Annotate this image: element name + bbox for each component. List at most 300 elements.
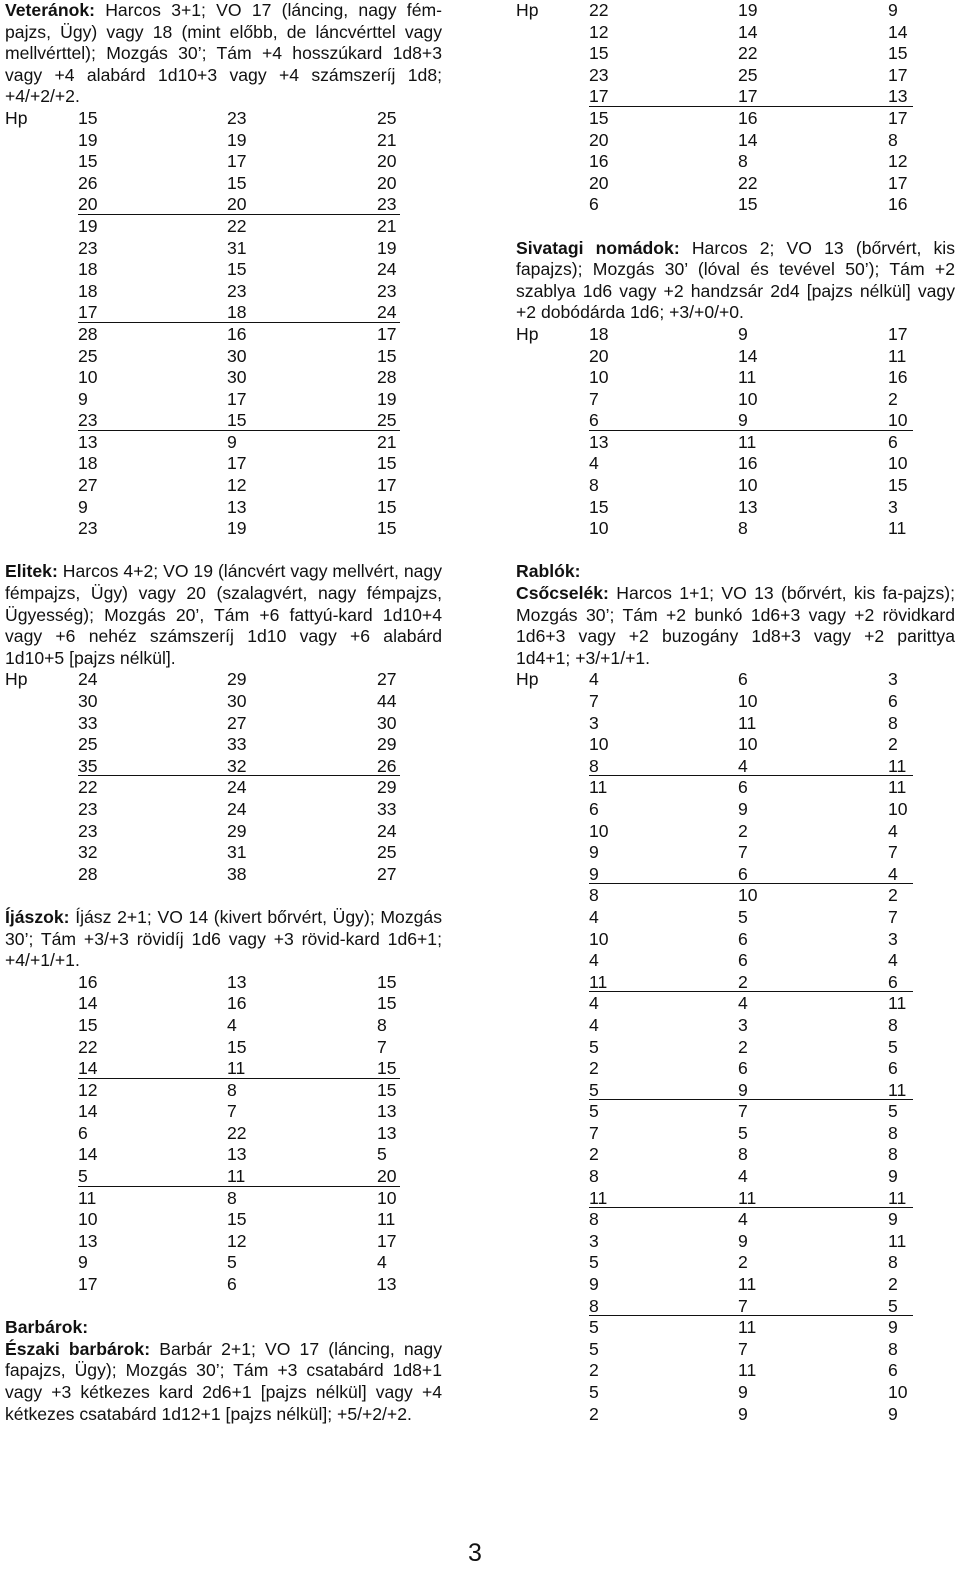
hp-value: 5 [888, 1295, 898, 1316]
hp-label: Hp [5, 669, 28, 690]
hp-value: 4 [738, 755, 748, 776]
hp-value: 35 [78, 755, 98, 776]
hp-value: 11 [738, 1317, 757, 1338]
hp-value: 9 [589, 1274, 599, 1295]
hp-value: 20 [377, 1166, 397, 1187]
hp-value: 23 [78, 410, 98, 431]
veteranok-description: Veteránok: Harcos 3+1; VO 17 (láncing, nagy fém-pajzs, Ügy) vagy 18 (mint előbb, de láncvérttel vagy mellvérttel); Mozgás 30’; Tám +4 hosszúkard 1d8+3 vagy +4 alabárd 1d10+3 vagy +4 számszeríj 1d8; +4/+2/+2. [5, 0, 442, 107]
hp-value: 22 [589, 0, 609, 20]
hp-value: 7 [738, 1295, 748, 1316]
hp-value: 6 [888, 1360, 898, 1381]
hp-value: 14 [888, 21, 908, 42]
hp-value: 18 [78, 453, 98, 474]
hp-value: 15 [78, 151, 98, 172]
hp-value: 6 [589, 194, 599, 215]
hp-value: 19 [227, 518, 247, 539]
csocselek-heading: Csőcselék: [516, 583, 609, 604]
hp-value: 15 [377, 518, 397, 539]
hp-value: 9 [738, 798, 748, 819]
hp-value: 17 [888, 107, 908, 128]
hp-value: 5 [738, 1122, 748, 1143]
hp-value: 9 [888, 1317, 898, 1338]
hp-value: 19 [377, 237, 397, 258]
hp-value: 11 [589, 777, 608, 798]
table-row [516, 432, 955, 454]
hp-value: 16 [227, 993, 247, 1014]
hp-value: 30 [78, 691, 98, 711]
table-row [516, 1231, 955, 1253]
hp-value: 29 [227, 820, 247, 841]
barbarok-hp-table [516, 0, 955, 216]
hp-value: 24 [377, 259, 397, 280]
table-row [516, 1252, 955, 1274]
hp-value: 25 [377, 107, 397, 128]
table-row [5, 216, 442, 238]
hp-value: 14 [78, 1144, 98, 1165]
table-row [516, 1188, 955, 1210]
hp-value: 5 [78, 1166, 88, 1187]
hp-value: 17 [888, 64, 908, 85]
table-row [516, 194, 955, 216]
hp-value: 9 [78, 388, 88, 409]
table-row [5, 1123, 442, 1145]
hp-value: 8 [589, 1295, 599, 1316]
hp-value: 14 [738, 21, 758, 42]
hp-value: 7 [227, 1101, 237, 1122]
hp-value: 20 [377, 151, 397, 172]
hp-value: 2 [888, 388, 898, 409]
table-row [5, 993, 442, 1015]
hp-value: 13 [227, 971, 247, 992]
hp-value: 7 [589, 691, 599, 711]
table-row [516, 65, 955, 87]
hp-value: 6 [738, 950, 748, 971]
hp-value: 27 [377, 669, 397, 690]
table-row [516, 151, 955, 173]
hp-value: 5 [377, 1144, 387, 1165]
hp-value: 9 [888, 1403, 898, 1424]
table-row [516, 475, 955, 497]
hp-value: 32 [78, 842, 98, 863]
table-row [516, 453, 955, 475]
hp-value: 10 [888, 453, 908, 474]
hp-value: 6 [738, 1058, 748, 1079]
hp-value: 2 [589, 1360, 599, 1381]
hp-value: 7 [888, 906, 898, 927]
hp-value: 38 [227, 863, 247, 884]
hp-value: 27 [78, 475, 98, 496]
hp-value: 32 [227, 755, 247, 776]
table-row [516, 1404, 955, 1426]
hp-value: 23 [589, 64, 609, 85]
table-row [516, 799, 955, 821]
hp-value: 7 [738, 842, 748, 863]
hp-value: 7 [738, 1338, 748, 1359]
table-row [5, 842, 442, 864]
table-row [516, 1080, 955, 1102]
hp-value: 17 [377, 475, 397, 496]
table-row [516, 1166, 955, 1188]
hp-value: 9 [227, 431, 237, 452]
hp-value: 4 [888, 863, 898, 884]
hp-value: 13 [888, 86, 908, 107]
hp-value: 16 [78, 971, 98, 992]
hp-value: 10 [888, 1382, 908, 1402]
hp-value: 3 [589, 712, 599, 733]
hp-value: 9 [738, 1403, 748, 1424]
hp-value: 15 [377, 1079, 397, 1100]
hp-value: 25 [78, 734, 98, 755]
hp-value: 15 [227, 410, 247, 431]
hp-value: 17 [888, 323, 908, 344]
table-row [516, 346, 955, 368]
hp-value: 10 [738, 388, 758, 409]
hp-value: 31 [227, 842, 247, 863]
table-row [516, 1037, 955, 1059]
hp-value: 6 [888, 971, 898, 992]
hp-value: 17 [377, 323, 397, 344]
hp-value: 11 [227, 1166, 246, 1187]
hp-value: 9 [888, 1209, 898, 1230]
table-row [516, 1123, 955, 1145]
left-column [5, 0, 442, 1425]
hp-value: 5 [589, 1338, 599, 1359]
hp-value: 28 [377, 367, 397, 388]
table-row [516, 907, 955, 929]
hp-value: 4 [888, 950, 898, 971]
hp-value: 10 [589, 518, 609, 539]
hp-value: 8 [589, 1166, 599, 1187]
hp-value: 16 [738, 453, 758, 474]
hp-value: 8 [888, 1122, 898, 1143]
hp-value: 15 [78, 1014, 98, 1035]
table-row [5, 756, 442, 778]
hp-value: 23 [78, 798, 98, 819]
hp-value: 11 [888, 345, 907, 366]
table-row [516, 1360, 955, 1382]
hp-value: 24 [227, 798, 247, 819]
hp-value: 30 [227, 691, 247, 711]
hp-value: 12 [227, 1230, 247, 1251]
table-row [516, 43, 955, 65]
hp-value: 16 [227, 323, 247, 344]
hp-value: 24 [227, 777, 247, 798]
hp-value: 23 [78, 820, 98, 841]
hp-value: 3 [888, 669, 898, 690]
table-row [516, 1317, 955, 1339]
hp-value: 24 [377, 820, 397, 841]
hp-value: 9 [78, 1252, 88, 1273]
hp-value: 15 [377, 971, 397, 992]
hp-value: 23 [227, 280, 247, 301]
hp-value: 6 [589, 798, 599, 819]
hp-value: 17 [888, 172, 908, 193]
table-row [5, 669, 442, 691]
hp-value: 17 [227, 388, 247, 409]
hp-value: 3 [888, 928, 898, 949]
hp-value: 15 [589, 107, 609, 128]
hp-value: 15 [227, 172, 247, 193]
hp-value: 4 [738, 1166, 748, 1187]
table-row [5, 432, 442, 454]
hp-value: 22 [227, 1122, 247, 1143]
hp-value: 14 [78, 993, 98, 1014]
hp-value: 4 [589, 1014, 599, 1035]
elitek-heading: Elitek: [5, 561, 58, 582]
hp-value: 7 [589, 388, 599, 409]
hp-value: 17 [589, 86, 609, 107]
hp-value: 19 [738, 0, 758, 20]
hp-value: 4 [589, 950, 599, 971]
table-row [516, 0, 955, 22]
hp-value: 10 [738, 734, 758, 755]
table-row [516, 993, 955, 1015]
hp-value: 3 [888, 496, 898, 517]
sivatagi-heading: Sivatagi nomádok: [516, 237, 680, 258]
hp-value: 11 [888, 1230, 907, 1251]
table-row [516, 972, 955, 994]
hp-value: 25 [78, 345, 98, 366]
hp-value: 22 [78, 1036, 98, 1057]
table-row [516, 1058, 955, 1080]
table-row [5, 259, 442, 281]
table-row [516, 821, 955, 843]
hp-value: 10 [589, 928, 609, 949]
hp-value: 29 [377, 734, 397, 755]
hp-value: 11 [589, 1187, 608, 1208]
table-row [5, 1252, 442, 1274]
hp-value: 17 [78, 302, 98, 323]
hp-value: 18 [78, 280, 98, 301]
table-row [5, 367, 442, 389]
hp-value: 11 [888, 518, 907, 539]
hp-value: 17 [738, 86, 758, 107]
hp-value: 15 [227, 259, 247, 280]
hp-value: 8 [738, 1144, 748, 1165]
hp-value: 15 [227, 1209, 247, 1230]
hp-value: 23 [377, 194, 397, 215]
hp-value: 24 [78, 669, 98, 690]
table-row [516, 756, 955, 778]
table-row [5, 173, 442, 195]
hp-value: 19 [78, 215, 98, 236]
hp-value: 11 [738, 1187, 757, 1208]
hp-value: 16 [888, 367, 908, 388]
hp-value: 4 [738, 1209, 748, 1230]
table-row [5, 713, 442, 735]
hp-value: 4 [589, 669, 599, 690]
hp-value: 8 [888, 712, 898, 733]
hp-value: 10 [589, 734, 609, 755]
table-row [5, 864, 442, 886]
hp-value: 11 [888, 1187, 907, 1208]
table-row [516, 22, 955, 44]
hp-value: 8 [227, 1187, 237, 1208]
hp-value: 6 [738, 928, 748, 949]
hp-value: 9 [589, 863, 599, 884]
hp-value: 9 [738, 1382, 748, 1402]
hp-value: 10 [888, 410, 908, 431]
hp-value: 26 [78, 172, 98, 193]
hp-value: 5 [589, 1036, 599, 1057]
hp-value: 2 [589, 1403, 599, 1424]
table-row [5, 346, 442, 368]
hp-value: 11 [738, 1360, 757, 1381]
hp-value: 19 [227, 129, 247, 150]
hp-value: 15 [888, 475, 908, 496]
hp-value: 8 [888, 1144, 898, 1165]
hp-value: 4 [377, 1252, 387, 1273]
hp-value: 20 [377, 172, 397, 193]
hp-value: 29 [377, 777, 397, 798]
hp-value: 6 [227, 1274, 237, 1295]
hp-value: 2 [589, 1144, 599, 1165]
hp-value: 8 [227, 1079, 237, 1100]
table-row [5, 1080, 442, 1102]
table-row [5, 389, 442, 411]
table-row [5, 1144, 442, 1166]
hp-value: 8 [377, 1014, 387, 1035]
hp-value: 15 [78, 107, 98, 128]
table-row [516, 842, 955, 864]
table-row [5, 475, 442, 497]
elitek-hp-table [5, 669, 442, 885]
hp-value: 4 [738, 993, 748, 1014]
hp-label: Hp [516, 323, 539, 344]
table-row [5, 1209, 442, 1231]
barbarok-heading: Barbárok: [5, 1317, 89, 1338]
hp-value: 23 [377, 280, 397, 301]
hp-value: 10 [377, 1187, 397, 1208]
hp-value: 15 [227, 1036, 247, 1057]
hp-value: 4 [589, 906, 599, 927]
table-row [516, 734, 955, 756]
hp-value: 13 [227, 496, 247, 517]
hp-value: 8 [589, 755, 599, 776]
hp-value: 3 [589, 1230, 599, 1251]
hp-value: 4 [227, 1014, 237, 1035]
table-row [5, 151, 442, 173]
hp-value: 15 [377, 453, 397, 474]
table-row [5, 821, 442, 843]
ijaszok-heading: Íjászok: [5, 906, 70, 927]
hp-value: 13 [78, 431, 98, 452]
hp-value: 6 [738, 777, 748, 798]
hp-value: 16 [888, 194, 908, 215]
table-row [5, 799, 442, 821]
hp-value: 7 [377, 1036, 387, 1057]
hp-value: 8 [888, 1014, 898, 1035]
hp-value: 8 [888, 129, 898, 150]
hp-value: 11 [888, 755, 907, 776]
elitek-description: Elitek: Harcos 4+2; VO 19 (láncvért vagy mellvért, nagy fémpajzs, Ügy) vagy 20 (szalagvért, nagy fémpajzs, Ügyesség); Mozgás 20’, Tám +6 fattyú-kard 1d10+4 vagy +6 nehéz számszeríj 1d10 vagy +6 alabárd 1d10+5 [pajzs nélkül]. [5, 561, 442, 668]
hp-value: 15 [377, 496, 397, 517]
hp-value: 9 [738, 1079, 748, 1100]
hp-value: 17 [227, 151, 247, 172]
table-row [5, 453, 442, 475]
hp-value: 13 [227, 1144, 247, 1165]
hp-value: 9 [78, 496, 88, 517]
barbarok-section [5, 1317, 442, 1339]
eszaki-barbarok-heading: Északi barbárok: [5, 1338, 151, 1359]
hp-value: 12 [888, 151, 908, 172]
hp-value: 22 [227, 215, 247, 236]
table-row [516, 1144, 955, 1166]
hp-value: 20 [78, 194, 98, 215]
hp-value: 9 [888, 0, 898, 20]
hp-value: 33 [377, 798, 397, 819]
hp-value: 17 [227, 453, 247, 474]
hp-value: 15 [377, 1058, 397, 1079]
hp-value: 23 [78, 237, 98, 258]
table-row [5, 777, 442, 799]
hp-value: 9 [738, 1230, 748, 1251]
hp-label: Hp [516, 669, 539, 690]
hp-value: 20 [589, 172, 609, 193]
hp-value: 5 [227, 1252, 237, 1273]
hp-value: 26 [377, 755, 397, 776]
hp-value: 20 [589, 345, 609, 366]
table-row [516, 864, 955, 886]
hp-value: 8 [589, 885, 599, 906]
hp-value: 8 [589, 475, 599, 496]
hp-value: 11 [888, 993, 907, 1014]
hp-value: 9 [738, 323, 748, 344]
hp-value: 3 [738, 1014, 748, 1035]
table-row [5, 324, 442, 346]
hp-value: 4 [888, 820, 898, 841]
hp-value: 2 [888, 1274, 898, 1295]
hp-label: Hp [516, 0, 539, 20]
table-row [5, 410, 442, 432]
hp-value: 15 [377, 993, 397, 1014]
hp-value: 10 [78, 367, 98, 388]
hp-value: 6 [888, 431, 898, 452]
hp-value: 15 [377, 345, 397, 366]
hp-value: 6 [589, 410, 599, 431]
hp-value: 14 [78, 1058, 98, 1079]
hp-value: 2 [888, 885, 898, 906]
hp-value: 7 [888, 842, 898, 863]
ijaszok-description: Íjászok: Íjász 2+1; VO 14 (kivert bőrvért, Ügy); Mozgás 30’; Tám +3/+3 rövidíj 1d6 vagy +3 rövid-kard 1d6+1; +4/+1/+1. [5, 906, 442, 971]
hp-value: 6 [78, 1122, 88, 1143]
hp-value: 11 [589, 971, 608, 992]
hp-value: 24 [377, 302, 397, 323]
hp-value: 25 [738, 64, 758, 85]
hp-value: 11 [738, 431, 757, 452]
hp-value: 10 [738, 885, 758, 906]
hp-value: 30 [227, 367, 247, 388]
hp-value: 33 [78, 712, 98, 733]
table-row [5, 1188, 442, 1210]
hp-value: 9 [589, 842, 599, 863]
table-row [5, 238, 442, 260]
hp-label: Hp [5, 107, 28, 128]
table-row [5, 1166, 442, 1188]
hp-value: 6 [738, 863, 748, 884]
hp-value: 11 [888, 777, 907, 798]
table-row [516, 389, 955, 411]
hp-value: 5 [589, 1252, 599, 1273]
rablok-hp-table [516, 669, 955, 1425]
table-row [5, 734, 442, 756]
hp-value: 33 [227, 734, 247, 755]
table-row [5, 302, 442, 324]
hp-value: 5 [888, 1101, 898, 1122]
rablok-heading: Rablók: [516, 561, 581, 582]
hp-value: 29 [227, 669, 247, 690]
table-row [516, 367, 955, 389]
